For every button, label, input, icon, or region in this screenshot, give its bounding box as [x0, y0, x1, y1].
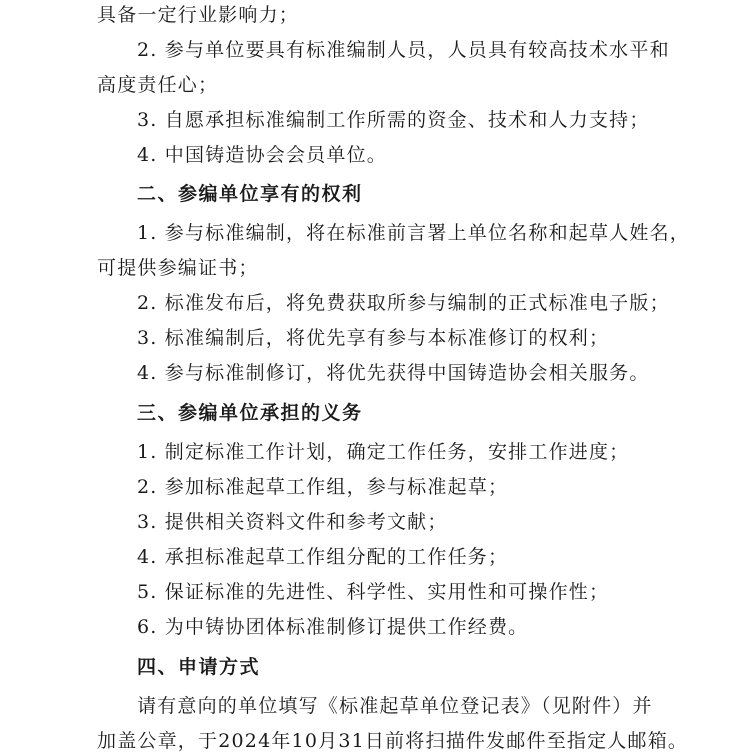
list-item: 2. 标准发布后，将免费获取所参与编制的正式标准电子版；	[137, 292, 670, 314]
list-item: 3. 标准编制后，将优先享有参与本标准修订的权利；	[137, 327, 610, 349]
paragraph-line: 加盖公章，于2024年10月31日前将扫描件发邮件至指定人邮箱。	[97, 730, 689, 752]
paragraph-line: 具备一定行业影响力；	[97, 4, 300, 26]
paragraph-line: 高度责任心；	[97, 74, 219, 96]
list-item: 1. 参与标准编制，将在标准前言署上单位名称和起草人姓名，	[137, 222, 690, 244]
list-item: 4. 参与标准制修订，将优先获得中国铸造协会相关服务。	[137, 362, 650, 384]
list-item: 3. 自愿承担标准编制工作所需的资金、技术和人力支持；	[137, 109, 650, 131]
list-item: 5. 保证标准的先进性、科学性、实用性和可操作性；	[137, 581, 610, 603]
list-item: 4. 承担标准起草工作组分配的工作任务；	[137, 546, 509, 568]
list-item: 4. 中国铸造协会会员单位。	[137, 144, 387, 166]
section-heading: 二、参编单位享有的权利	[137, 183, 363, 205]
paragraph-line: 请有意向的单位填写《标准起草单位登记表》（见附件）并	[137, 695, 653, 717]
section-heading: 三、参编单位承担的义务	[137, 402, 363, 424]
list-item: 2. 参加标准起草工作组，参与标准起草；	[137, 476, 509, 498]
list-item: 2. 参与单位要具有标准编制人员，人员具有较高技术水平和	[137, 39, 670, 61]
list-item: 1. 制定标准工作计划，确定工作任务，安排工作进度；	[137, 441, 630, 463]
paragraph-line: 可提供参编证书；	[97, 257, 259, 279]
list-item: 3. 提供相关资料文件和参考文献；	[137, 511, 448, 533]
list-item: 6. 为中铸协团体标准制修订提供工作经费。	[137, 616, 529, 638]
section-heading: 四、申请方式	[137, 656, 261, 678]
